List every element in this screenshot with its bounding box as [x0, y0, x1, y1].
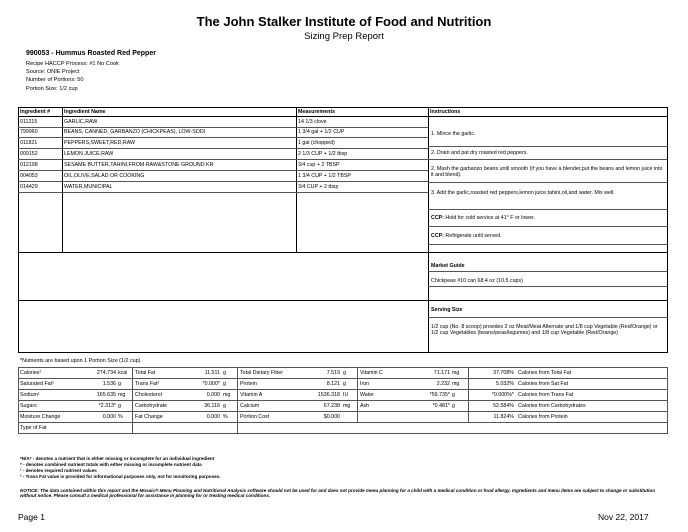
nutrient-label: Ash [360, 403, 370, 409]
header-instructions: Instructions [430, 109, 461, 115]
nutrient-unit: g [343, 381, 346, 387]
recipe-source: Source: ONIE Project [26, 69, 80, 75]
recipe-title: 990053 - Hummus Roasted Red Pepper [26, 50, 156, 57]
ingredient-number: 011215 [20, 119, 38, 125]
market-guide-text: Chickpeas #10 can 68.4 oz (10.5 cups) [431, 278, 523, 284]
nutrient-unit: mg [452, 381, 460, 387]
nutrient-value: $0.000 [323, 414, 340, 420]
nutrient-value: 7.519 [326, 370, 340, 376]
recipe-portions: Number of Portions: 50 [26, 77, 84, 83]
calorie-percent: 37.708% [493, 370, 514, 376]
nutrient-value: 8.121 [326, 381, 340, 387]
ingredient-measure: 14 1/3 clove [298, 119, 327, 125]
calorie-source: Calories from Protein [518, 414, 568, 420]
ingredient-measure: 1 3/4 CUP + 1/2 TBSP [298, 173, 351, 179]
nutrient-label: Saturated Fat¹ [20, 381, 54, 387]
ingredient-name: OIL,OLIVE,SALAD OR COOKING [64, 173, 145, 179]
nutrient-value: *0.481* [432, 403, 450, 409]
report-date: Nov 22, 2017 [598, 512, 649, 522]
nutrient-label: Protein [240, 381, 257, 387]
page-number: Page 1 [18, 512, 45, 522]
ccp-refrigerate [431, 233, 502, 239]
instruction-step: 1. Mince the garlic. [431, 131, 476, 137]
nutrient-unit: IU [343, 392, 349, 398]
calorie-source: Calories from Sat Fat [518, 381, 569, 387]
ingredient-name: SESAME BUTTER,TAHINI,FROM RAW&STONE GROUND KR [64, 162, 214, 168]
nutrient-value: 0.000 [102, 414, 116, 420]
nutrient-label: Iron [360, 381, 370, 387]
ingredient-name: WATER,MUNICIPAL [64, 184, 113, 190]
nutrient-unit: g [223, 403, 226, 409]
ingredient-name: BEANS, CANNED, GARBANZO (CHICKPEAS), LOW-SODI [64, 129, 206, 135]
header-ingredient-number: Ingredient # [20, 109, 51, 115]
market-guide-label: Market Guide [431, 263, 465, 269]
nutrient-value: 165.635 [96, 392, 116, 398]
nutrient-unit: g [118, 403, 121, 409]
ccp-hold [431, 215, 535, 221]
nutrient-label: Cholesterol [135, 392, 162, 398]
ingredient-measure: 3/4 CUP + 2 tbsp [298, 184, 339, 190]
nutrient-value: 36.116 [204, 403, 220, 409]
nutrient-unit: g [223, 370, 226, 376]
nutrient-label: Moisture Change [20, 414, 61, 420]
ingredient-number: 799960 [20, 129, 38, 135]
ingredient-measure: 3/4 cup + 2 TBSP [298, 162, 340, 168]
ingredient-measure: 2 1/3 CUP + 1/2 tbsp [298, 151, 348, 157]
nutrient-label: Calories¹ [20, 370, 42, 376]
serving-size-label: Serving Size [431, 307, 463, 313]
nutrient-value: *0.000* [202, 381, 220, 387]
ingredient-name: GARLIC,RAW [64, 119, 98, 125]
nutrient-basis: *Nutrients are based upon 1 Portion Size (1/2 cup) [20, 358, 141, 364]
calorie-source: Calories from Trans Fat [518, 392, 574, 398]
nutrient-value: 71.171 [433, 370, 450, 376]
note-line: ² - Trans Fat value is provided for informational purposes only, not for monitoring purposes. [20, 474, 221, 479]
ccp-refrig-text: Refrigerate until served. [443, 233, 502, 239]
nutrient-label: Water [360, 392, 374, 398]
nutrient-unit: mg [343, 403, 351, 409]
nutrient-value: 0.000 [206, 414, 220, 420]
calorie-percent: 5.032% [496, 381, 514, 387]
ingredient-name: LEMON JUICE,RAW [64, 151, 114, 157]
instruction-step: 2. Mash the garbanzo beans until smooth (if you have a blender,put the beans and lemon juice into it and blend). [431, 166, 663, 178]
nutrient-label: Type of Fat [20, 425, 47, 431]
calorie-percent: *0.000%* [491, 392, 514, 398]
nutrient-value: *2.313* [98, 403, 116, 409]
ingredient-number: 011821 [20, 140, 38, 146]
recipe-portion-size: Portion Size: 1/2 cup [26, 86, 78, 92]
nutrient-label: Fat Change [135, 414, 163, 420]
nutrient-label: Total Dietary Fiber [240, 370, 283, 376]
note-line: *N/A* - denotes a nutrient that is either missing or incomplete for an individual ingredient [20, 456, 215, 461]
ingredient-measure: 1 3/4 gal + 1/2 CUP [298, 129, 345, 135]
ccp-hold-text: Hold for cold service at 41° F or lower. [443, 215, 535, 221]
nutrient-value: 1.536 [102, 381, 116, 387]
header-ingredient-name: Ingredient Name [64, 109, 106, 115]
nutrient-unit: mg [118, 392, 126, 398]
report-subtitle: Sizing Prep Report [304, 31, 384, 42]
ccp-refrig-label: CCP: [431, 233, 444, 239]
nutrient-value: *59.735* [429, 392, 450, 398]
ingredient-number: 012198 [20, 162, 38, 168]
nutrient-unit: g [452, 392, 455, 398]
nutrient-label: Trans Fat² [135, 381, 160, 387]
instruction-step: 3. Add the garlic,roasted red peppers,lemon juice,tahini,oil,and water. Mix well. [431, 190, 615, 196]
calorie-percent: 52.584% [493, 403, 514, 409]
instruction-step: 2. Drain and pat dry roasted red peppers. [431, 150, 528, 156]
ingredient-measure: 1 gal (chopped) [298, 140, 335, 146]
nutrient-value: 274.734 [96, 370, 116, 376]
header-measurements: Measurements [298, 109, 336, 115]
nutrient-label: Total Fat [135, 370, 156, 376]
nutrient-label: Calcium [240, 403, 260, 409]
nutrient-label: Sodium¹ [20, 392, 40, 398]
ingredient-number: 004053 [20, 173, 38, 179]
nutrient-unit: % [223, 414, 228, 420]
ingredient-number: 009152 [20, 151, 38, 157]
calorie-source: Calories from Total Fat [518, 370, 572, 376]
note-line: ¹ - denotes required nutrient values [20, 468, 97, 473]
nutrient-unit: g [223, 381, 226, 387]
calorie-percent: 11.824% [493, 414, 514, 420]
nutrient-unit: mg [223, 392, 231, 398]
ingredient-number: 014429 [20, 184, 38, 190]
nutrient-unit: g [118, 381, 121, 387]
serving-size-text: 1/2 cup (No. 8 scoop) provides 2 oz Meat/Meat Alternate and 1/8 cup Vegetable (Red/Orange) or 1/2 cup Vegetables (beans/peas/legumes) and 1/8 cup Vegetable (Red/Orange) [431, 324, 658, 336]
nutrient-unit: kcal [118, 370, 128, 376]
report-title: The John Stalker Institute of Food and Nutrition [196, 14, 492, 29]
recipe-haccp: Recipe HACCP Process: #1 No Cook [26, 61, 119, 67]
nutrient-label: Carbohydrate [135, 403, 168, 409]
calorie-source: Calories from Carbohydrates [518, 403, 586, 409]
nutrient-unit: g [452, 403, 455, 409]
ingredient-name: PEPPERS,SWEET,RED,RAW [64, 140, 136, 146]
nutrient-value: 1536.318 [317, 392, 340, 398]
nutrient-value: 2.232 [436, 381, 450, 387]
nutrient-unit: g [343, 370, 346, 376]
nutrient-label: Portion Cost [240, 414, 270, 420]
nutrient-value: 0.000 [206, 392, 220, 398]
ccp-hold-label: CCP: [431, 215, 444, 221]
nutrient-unit: % [118, 414, 123, 420]
nutrient-unit: mg [452, 370, 460, 376]
nutrient-value: 67.238 [323, 403, 340, 409]
nutrient-label: Vitamin C [360, 370, 383, 376]
notice-text: NOTICE: The data contained within this report and the Mosaic® Menu Planning and Nutritional Analysis software should not be used for and does not provide menu planning for a child with a medical condition or food allergy. Ingredients and menu items are subject to change or substitution without notice. Please consult a medical professional for assistance in planning for or treating medical conditions. [20, 488, 655, 499]
note-line: * - denotes combined nutrient totals with either missing or incomplete nutrient data [20, 462, 202, 467]
nutrient-label: Vitamin A [240, 392, 263, 398]
nutrient-value: 11.511 [204, 370, 220, 376]
nutrient-label: Sugars [20, 403, 37, 409]
